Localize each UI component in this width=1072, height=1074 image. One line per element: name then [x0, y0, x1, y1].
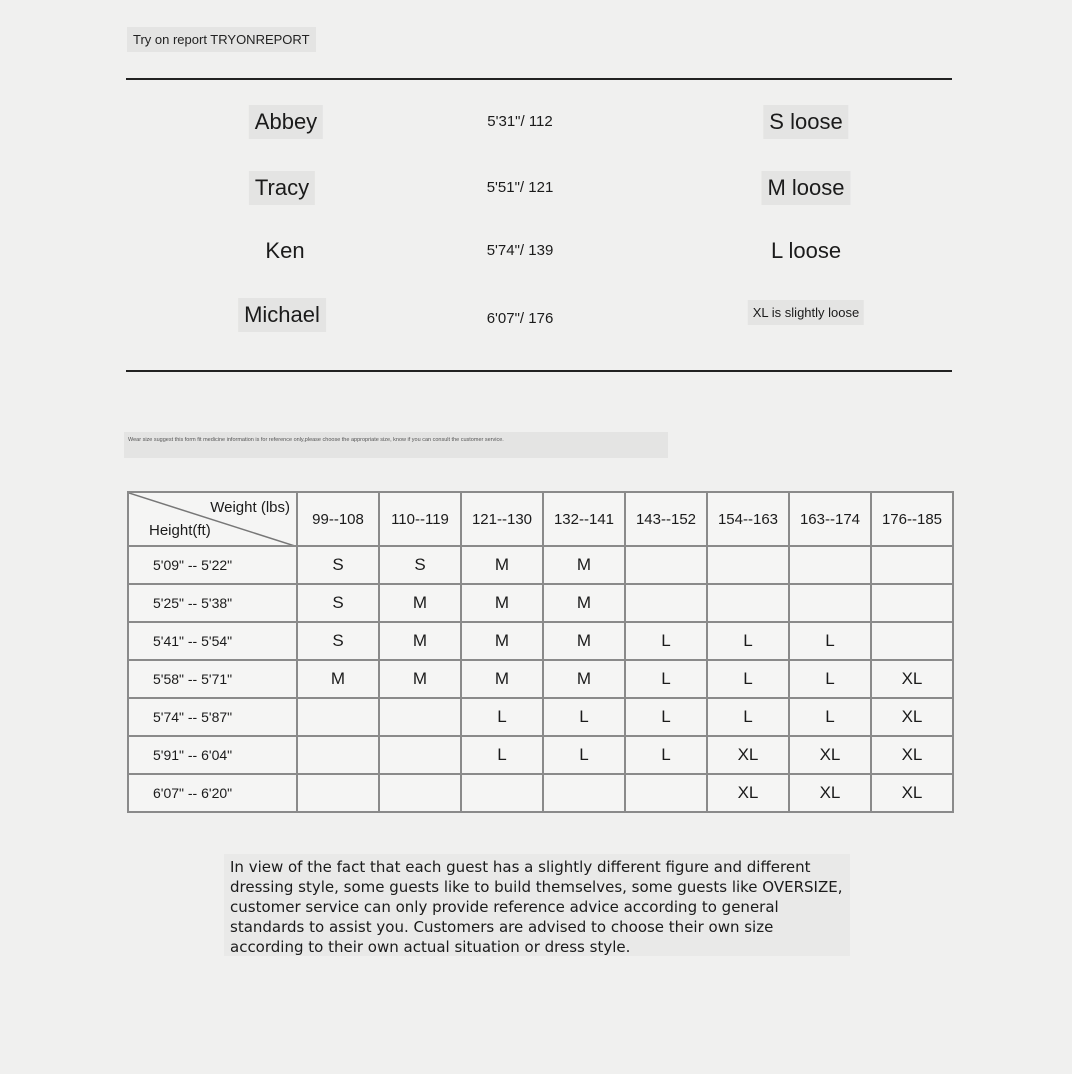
height-axis-label: Height(ft) [149, 522, 211, 539]
size-cell [789, 546, 871, 584]
size-cell: XL [707, 774, 789, 812]
size-cell: XL [789, 736, 871, 774]
size-chart-row [128, 546, 953, 584]
size-cell: S [297, 584, 379, 622]
tryon-size: S loose [763, 105, 848, 139]
size-chart-row [128, 584, 953, 622]
size-cell [379, 736, 461, 774]
size-cell: L [543, 736, 625, 774]
weight-column-header: 143--152 [625, 492, 707, 546]
size-cell [625, 774, 707, 812]
size-cell: L [461, 698, 543, 736]
size-cell: XL [871, 774, 953, 812]
size-cell: XL [789, 774, 871, 812]
size-cell: M [543, 546, 625, 584]
height-range-cell: 6'07" -- 6'20" [128, 774, 297, 812]
tryon-name: Michael [238, 298, 326, 332]
weight-column-header: 121--130 [461, 492, 543, 546]
tryon-measurement: 5'74"/ 139 [486, 242, 554, 259]
size-cell: M [543, 622, 625, 660]
tryon-row-michael [0, 298, 1072, 338]
bottom-divider [126, 370, 952, 372]
size-cell: S [379, 546, 461, 584]
size-cell [461, 774, 543, 812]
size-cell: L [625, 622, 707, 660]
size-cell [871, 546, 953, 584]
height-range-cell: 5'58" -- 5'71" [128, 660, 297, 698]
size-cell [379, 774, 461, 812]
tryon-name: Tracy [249, 171, 315, 205]
tryon-row-tracy [0, 171, 1072, 211]
size-cell [625, 546, 707, 584]
height-range-cell: 5'41" -- 5'54" [128, 622, 297, 660]
size-cell: M [461, 546, 543, 584]
size-cell: M [461, 584, 543, 622]
size-cell: M [379, 622, 461, 660]
size-cell [543, 774, 625, 812]
size-cell: XL [871, 660, 953, 698]
size-chart-row [128, 660, 953, 698]
size-cell: M [379, 660, 461, 698]
height-range-cell: 5'09" -- 5'22" [128, 546, 297, 584]
size-cell: L [789, 698, 871, 736]
size-cell: L [789, 660, 871, 698]
weight-column-header: 99--108 [297, 492, 379, 546]
weight-column-header: 163--174 [789, 492, 871, 546]
tryon-size: L loose [770, 238, 842, 263]
size-cell: M [379, 584, 461, 622]
size-cell [871, 584, 953, 622]
size-cell: L [461, 736, 543, 774]
size-cell: M [543, 584, 625, 622]
size-cell: L [543, 698, 625, 736]
tryon-row-ken [0, 234, 1072, 274]
size-cell: L [789, 622, 871, 660]
tryon-name: Ken [265, 238, 305, 263]
tryon-size: XL is slightly loose [748, 300, 864, 325]
size-chart-table [127, 491, 954, 813]
size-cell: S [297, 622, 379, 660]
size-chart-row [128, 698, 953, 736]
size-cell: L [707, 622, 789, 660]
tryon-measurement: 5'31"/ 112 [487, 113, 553, 130]
size-chart-row [128, 774, 953, 812]
size-cell: XL [871, 736, 953, 774]
size-cell: L [625, 660, 707, 698]
size-cell: S [297, 546, 379, 584]
tryon-size: M loose [761, 171, 850, 205]
size-chart-row [128, 622, 953, 660]
size-cell [707, 546, 789, 584]
size-chart-header-row [128, 492, 953, 546]
size-cell: L [707, 698, 789, 736]
size-cell [707, 584, 789, 622]
size-cell [297, 698, 379, 736]
size-cell [297, 774, 379, 812]
size-cell [625, 584, 707, 622]
corner-cell [128, 492, 297, 546]
tryon-name: Abbey [249, 105, 323, 139]
height-range-cell: 5'91" -- 6'04" [128, 736, 297, 774]
height-range-cell: 5'74" -- 5'87" [128, 698, 297, 736]
weight-column-header: 154--163 [707, 492, 789, 546]
size-cell: M [543, 660, 625, 698]
report-title: Try on report TRYONREPORT [127, 27, 316, 52]
size-cell: M [461, 660, 543, 698]
top-divider [126, 78, 952, 80]
size-cell: XL [707, 736, 789, 774]
weight-column-header: 176--185 [871, 492, 953, 546]
size-cell [871, 622, 953, 660]
size-cell: L [707, 660, 789, 698]
tryon-measurement: 5'51"/ 121 [486, 179, 554, 196]
size-cell: L [625, 736, 707, 774]
size-cell: L [625, 698, 707, 736]
size-cell [297, 736, 379, 774]
weight-column-header: 110--119 [379, 492, 461, 546]
height-range-cell: 5'25" -- 5'38" [128, 584, 297, 622]
tryon-row-abbey [0, 105, 1072, 145]
size-cell [789, 584, 871, 622]
reference-disclaimer: Wear size suggest this form fit medicine information is for reference only,please choose the appropriate size, know if you can consult the customer service. [124, 432, 668, 458]
size-cell: M [461, 622, 543, 660]
size-chart-row [128, 736, 953, 774]
size-cell: XL [871, 698, 953, 736]
weight-column-header: 132--141 [543, 492, 625, 546]
size-cell [379, 698, 461, 736]
sizing-footnote: In view of the fact that each guest has a slightly different figure and different dressing style, some guests like to build themselves, some guests like OVERSIZE, customer service can only provide reference advice according to general standards to assist you. Customers are advised to choose their own size according to their own actual situation or dress style. [224, 854, 850, 956]
weight-axis-label: Weight (lbs) [210, 499, 290, 516]
size-cell: M [297, 660, 379, 698]
tryon-measurement: 6'07"/ 176 [486, 310, 554, 327]
